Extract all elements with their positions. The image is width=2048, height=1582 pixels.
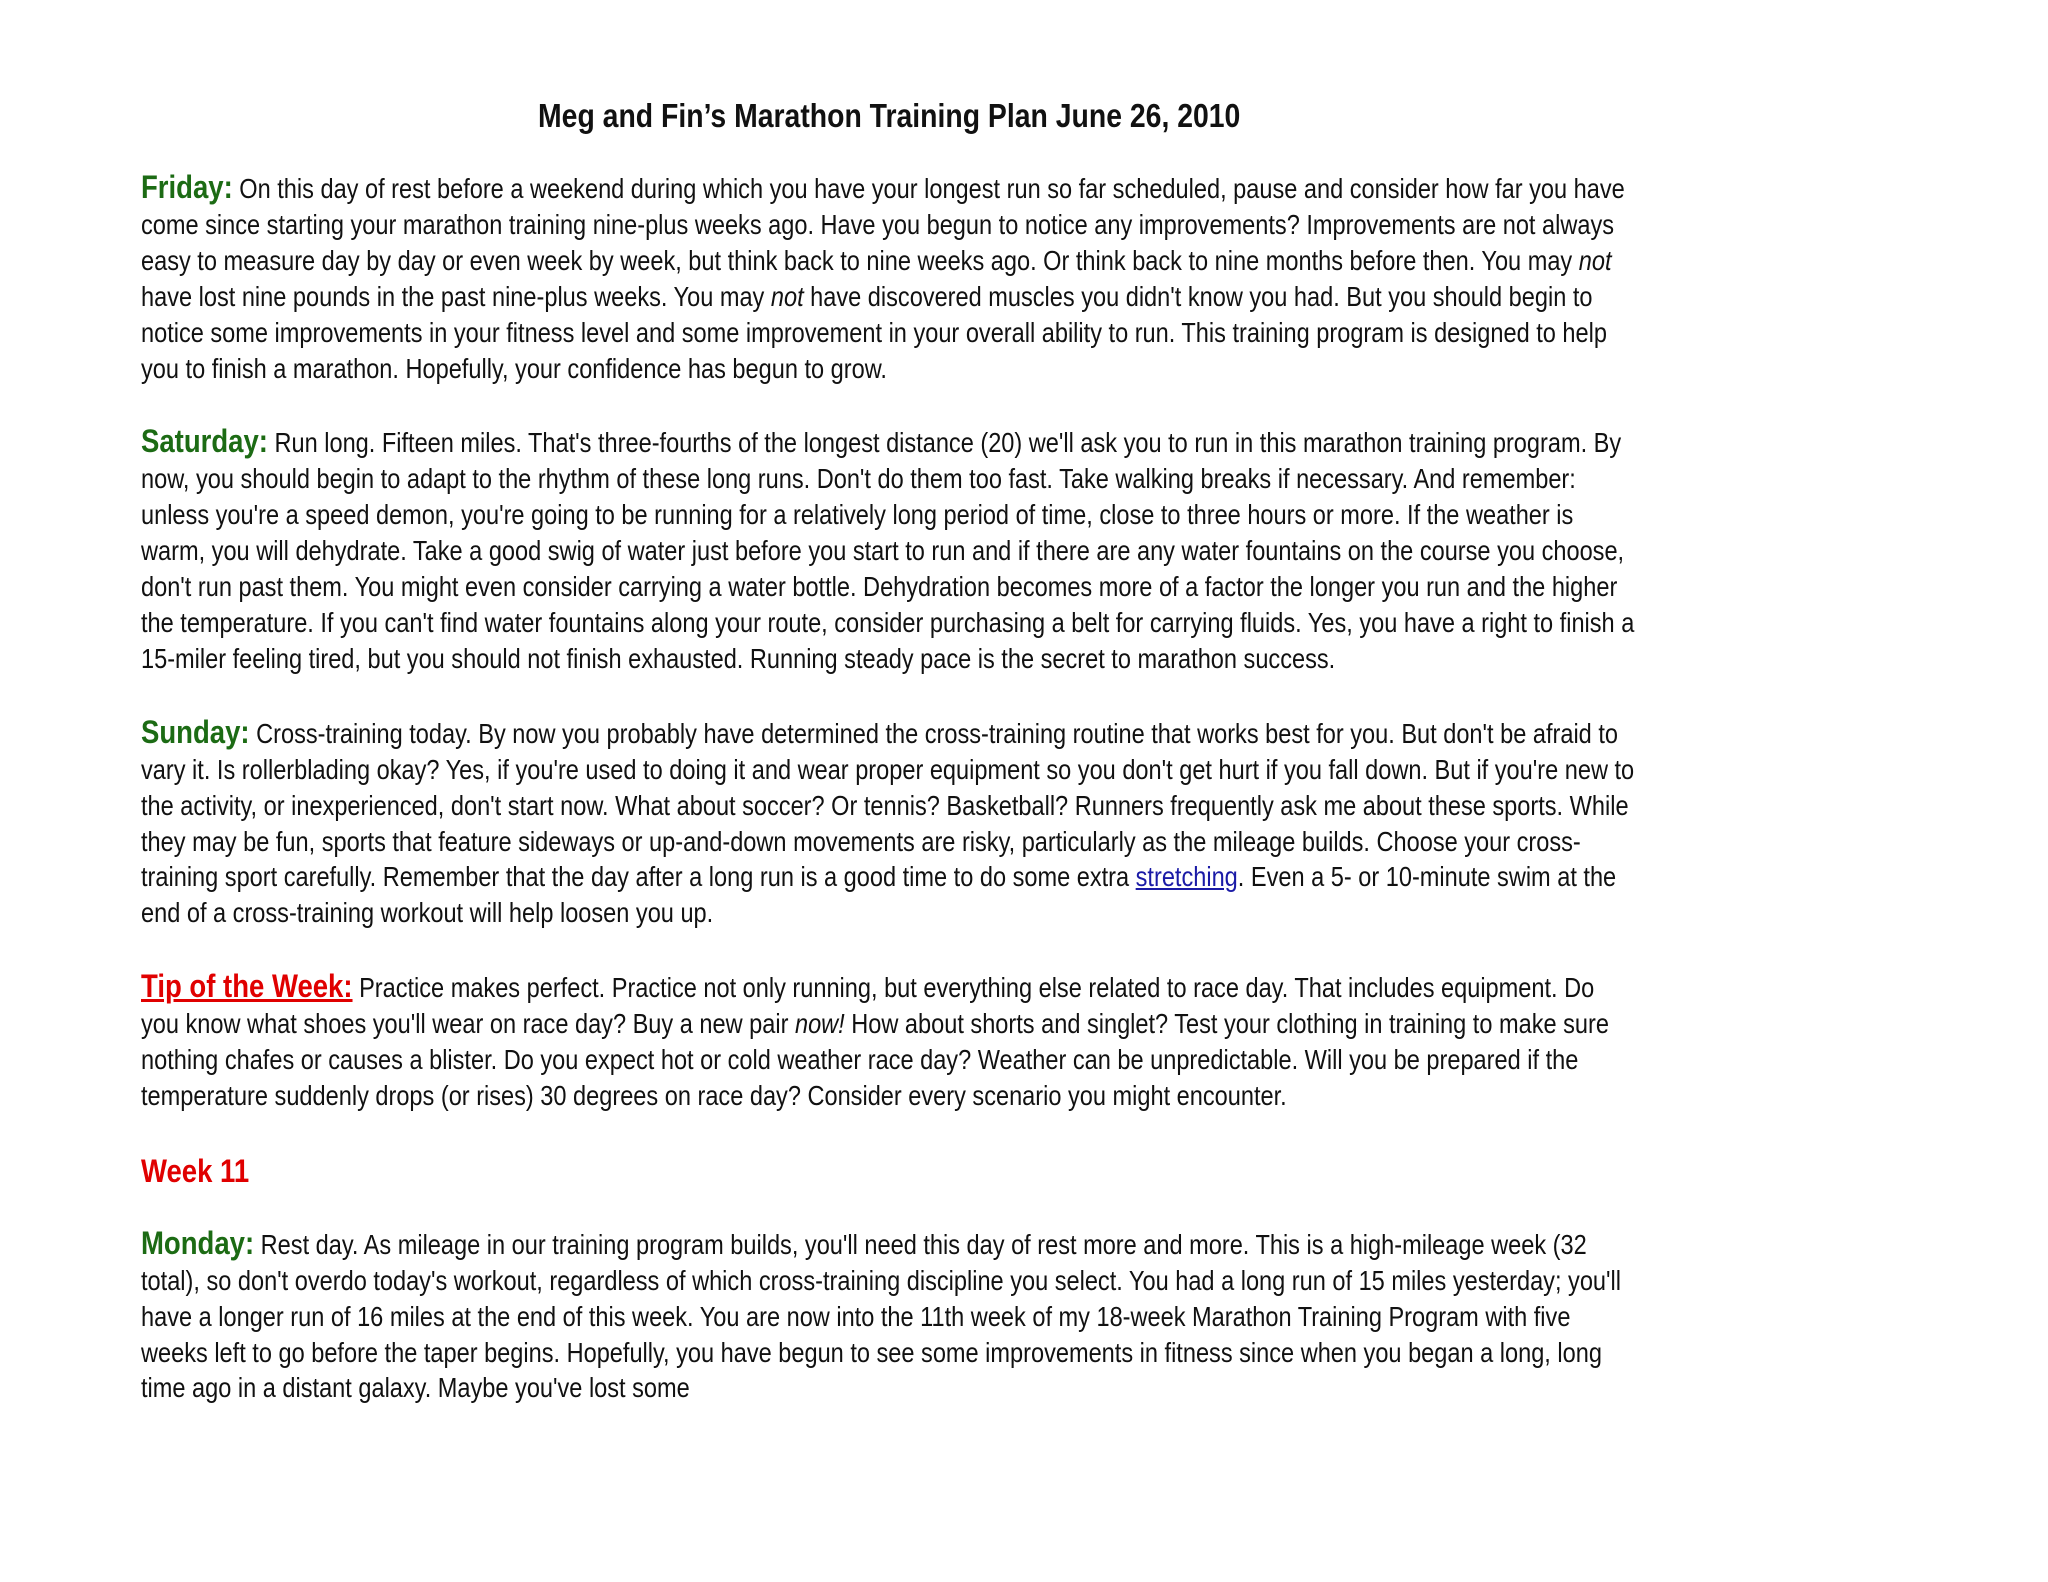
- friday-emphasis-2: not: [770, 280, 804, 312]
- sunday-label: Sunday:: [141, 713, 250, 750]
- friday-text-1: On this day of rest before a weekend during which you have your longest run so far scheduled, pause and consider how far you have come since starting your marathon training nine-plus weeks ago. Have you begun to notice any improvements? Improvements are not always easy to measure day by day or even week by week, but think back to nine weeks ago. Or think back to nine months before then. You may: [141, 173, 1625, 276]
- monday-text: Rest day. As mileage in our training program builds, you'll need this day of rest more and more. This is a high-mileage week (32 total), so don't overdo today's workout, regardless of which cross-training discipline you select. You had a long run of 15 miles yesterday; you'll have a longer run of 16 miles at the end of this week. You are now into the 11th week of my 18-week Marathon Training Program with five weeks left to go before the taper begins. Hopefully, you have begun to see some improvements in fitness since when you began a long, long time ago in a distant galaxy. Maybe you've lost some: [141, 1228, 1621, 1404]
- monday-paragraph: [141, 1226, 1637, 1407]
- monday-label: Monday:: [141, 1224, 255, 1261]
- sunday-paragraph: [141, 715, 1637, 931]
- week-heading: Week 11: [141, 1152, 250, 1189]
- tip-paragraph: [141, 969, 1637, 1114]
- sunday-text-2: . Even a 5- or 10-minute swim at the end of a cross-training workout will help loosen you up.: [141, 861, 1617, 929]
- saturday-label: Saturday:: [141, 423, 268, 460]
- friday-text-3: have discovered muscles you didn't know you had. But you should begin to notice some improvements in your fitness level and some improvement in your overall ability to run. This training program is designed to help you to finish a marathon. Hopefully, your confidence has begun to grow.: [141, 280, 1607, 384]
- stretching-link[interactable]: stretching: [1135, 861, 1238, 893]
- tip-text-1: Practice makes perfect. Practice not only running, but everything else related to race day. That includes equipment. Do you know what shoes you'll wear on race day? Buy a new pair: [141, 972, 1595, 1040]
- friday-label: Friday:: [141, 169, 233, 205]
- document-title: Meg and Fin’s Marathon Training Plan June 26, 2010: [538, 97, 1241, 134]
- sunday-text-1: Cross-training today. By now you probably have determined the cross-training routine that works best for you. But don't be afraid to vary it. Is rollerblading okay? Yes, if you're used to doing it and wear proper equipment so you don't get hurt if you fall down. But if you're new to the activity, or inexperienced, don't start now. What about soccer? Or tennis? Basketball? Runners frequently ask me about these sports. While they may be fun, sports that feature sideways or up-and-down movements are risky, particularly as the mileage builds. Choose your cross-training sport carefully. Remember that the day after a long run is a good time to do some extra: [141, 717, 1635, 893]
- friday-emphasis-1: not: [1578, 244, 1612, 276]
- friday-text-2: have lost nine pounds in the past nine-plus weeks. You may: [141, 280, 771, 312]
- saturday-text: Run long. Fifteen miles. That's three-fourths of the longest distance (20) we'll ask you to run in this marathon training program. By now, you should begin to adapt to the rhythm of these long runs. Don't do them too fast. Take walking breaks if necessary. And remember: unless you're a speed demon, you're going to be running for a relatively long period of time, close to three hours or more. If the weather is warm, you will dehydrate. Take a good swig of water just before you start to run and if there are any water fountains on the course you choose, don't run past them. You might even consider carrying a water bottle. Dehydration becomes more of a factor the longer you run and the higher the temperature. If you can't find water fountains along your route, consider purchasing a belt for carrying fluids. Yes, you have a right to finish a 15-miler feeling tired, but you should not finish exhausted. Running steady pace is the secret to marathon success.: [141, 427, 1635, 674]
- saturday-paragraph: [141, 424, 1637, 676]
- tip-label: Tip of the Week:: [141, 968, 353, 1005]
- tip-text-2: How about shorts and singlet? Test your clothing in training to make sure nothing chafes or causes a blister. Do you expect hot or cold weather race day? Weather can be unpredictable. Will you be prepared if the temperature suddenly drops (or rises) 30 degrees on race day? Consider every scenario you might encounter.: [141, 1008, 1609, 1111]
- friday-paragraph: [141, 170, 1637, 386]
- tip-emphasis: now!: [794, 1008, 845, 1040]
- document-page: [141, 96, 1689, 1444]
